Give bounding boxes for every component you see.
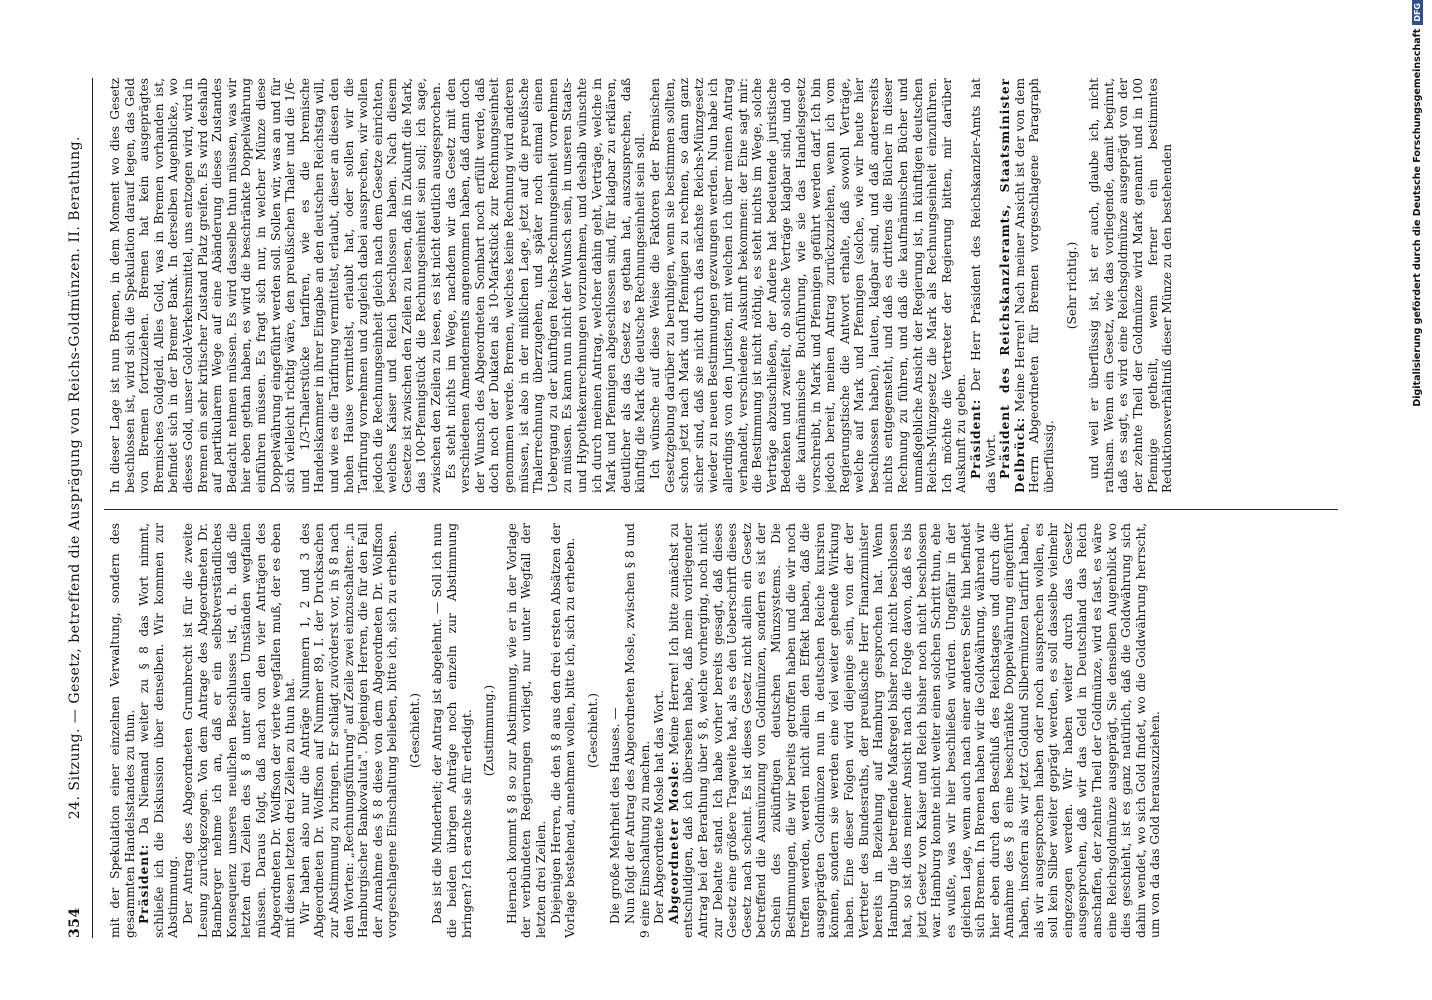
page-header xyxy=(60,78,90,938)
body-paragraph: Es steht nichts im Wege, nachdem wir das Gesetz mit den verschiedenen Amendements angenommen haben, daß dann doch der Wunsch des Abgeordneten Sombart noch erfüllt werde, daß doch noch der Dukaten als 10-Markstück zur Rechnungseinheit genommen werde. Bremen, welches keine Rechnung wird anderen müssen, ist also in der mißlichen Lage, jetzt auf die preußische Thalerrechnung überzugehen, und später noch einmal einen Uebergang zu der künftigen Reichs-Rechnungseinheit vornehmen zu müssen. Es kann nun nicht der Wunsch sein, in unseren Staats- und Hypothekenrechnungen vorzunehmen, und deshalb wünschte ich durch meinen Antrag, welcher dahin geht, Verträge, welche in Mark und Pfennigen abgeschlossen sind, für klagbar zu erklären, deutlicher als das Gesetz es gethan hat, auszusprechen, daß künftig die Mark die deutsche Rechnungseinheit sein soll. xyxy=(443,78,648,493)
speaker-name: Abgeordneter Mosle: xyxy=(666,760,681,924)
right-column xyxy=(108,78,1348,493)
rotated-page-content xyxy=(18,58,1378,958)
speaker-name: Präsident des Reichskanzleramts, Staatsminister Delbrück: xyxy=(998,78,1027,493)
speaker-name: Präsident: xyxy=(969,398,984,479)
speech-paragraph xyxy=(137,523,181,938)
page-number: 354 xyxy=(67,907,83,938)
body-paragraph: und weil er überflüssig ist, ist er auch, glaube ich, nicht rathsam. Wenn ein Gesetz, wie das vorliegende, damit beginnt, daß es sagt, es wird eine Reichsgoldmünze ausgeprägt von der der zehnte Theil der Goldmünze wird Mark genannt und in 100 Pfennige getheilt, wenn ferner ein bestimmtes Reduktionsverhältniß dieser Münze zu den bestehenden xyxy=(1087,78,1175,493)
speech-text: Meine Herren! Nach meiner Ansicht ist der von dem Herrn Abgeordneten für Bremen vorgeschlagene Paragraph überflüssig. xyxy=(1012,78,1056,493)
digitization-sidebar xyxy=(1410,0,1430,1000)
dfg-logo: DFG xyxy=(1412,0,1423,25)
body-paragraph: Ich wünsche auf diese Weise die Faktoren der Bremischen Gesetzgebung darüber zu beruhigen, wenn sie bestimmen sollten, schon jetzt nach Mark und Pfennigen zu rechnen, so dann ganz sicher sind, daß sie nicht durch das nächste Reichs-Münzgesetz wieder zu neuen Bestimmungen gezwungen werden. Nun habe ich allerdings von den Juristen, mit welchen ich über meinen Antrag verhandelt, verschiedene Auskunft bekommen: der Eine sagt mir: die Bestimmung ist nicht nöthig, es steht nichts im Wege, solche Verträge abzuschließen, der Andere hat bedeutende juristische Bedenken und zweifelt, ob solche Verträge klagbar sind, und ob die kaufmännische Buchführung, wie sie das Handelsgesetz vorschreibt, in Mark und Pfennigen geführt werden darf. Ich bin jedoch bereit, meinen Antrag zurückzuziehen, wenn ich vom Regierungstische die Antwort erhalte, daß sowohl Verträge, welche auf Mark und Pfennigen (solche, wie wir heute hier beschlossen haben), lauten, klagbar sind, und daß andererseits nichts entgegensteht, und daß es drittens die Bücher in dieser Rechnung zu führen, und daß die kaufmännischen Bücher und unmaßgebliche Ansicht der Regierung ist, in künftigen deutschen Reichs-Münzgesetz die Mark als Rechnungseinheit einzuführen. Ich möchte die Vertreter der Regierung bitten, mir darüber Auskunft zu geben. xyxy=(647,78,969,493)
speech-text: Da Niemand weiter zu § 8 das Wort nimmt, schließe ich die Diskussion über denselben. Wir kommen zur Abstimmung. xyxy=(137,523,181,938)
body-paragraph: Hiernach kommt § 8 so zur Abstimmung, wie er in der Vorlage der verbündeten Regierungen vorliegt, nur unter Wegfall der letzten drei Zeilen. xyxy=(504,523,549,938)
body-paragraph: Der Abgeordnete Mosle hat das Wort. xyxy=(652,689,667,924)
credit-text: Digitalisierung gefördert durch die Deutsche Forschungsgemeinschaft xyxy=(1412,28,1423,407)
body-paragraph: In dieser Lage ist nun Bremen, in dem Moment wo dies Gesetz beschlossen ist, wird sich die Spekulation darauf legen, das Geld von Bremen fortzuziehen. Bremen hat kein ausgeprägtes Bremisches Goldgeld. Alles Gold, was in Bremen vorhanden ist, befindet sich in der Bremer Bank. In derselben Augenblicke, wo dieses Gold, unser Gold-Verkehrsmittel, uns entzogen wird, wird in Bremen ein sehr kritischer Zustand Platz greifen. Es wird deshalb auf partikularem Wege auf eine Abänderung dieses Zustandes Bedacht nehmen müssen. Es wird dasselbe thun müssen, was wir hier eben gethan haben, es wird die beschränkte Doppelwährung einführen müssen. Es fragt sich nur, in welcher Münze diese Doppelwährung eingeführt werden soll. Sollen wir, was an und für sich vielleicht richtig wäre, den preußischen Thaler und die 1/6- und 1/3-Thalerstücke tarifiren, wie es die bremische Handelskammer in ihrer Eingabe an den deutschen Reichstag will, und wie es die Tarifirung vermittelst, erlaubt, dieser an diesen den hohen Hause vermittelst, erlaubt hat, oder sollen wir die Tarifirung vornehmen und zugleich dabei aussprechen, wir wollen jedoch die Rechnungseinheit gleich nach dem Gesetze einrichten, welches Kaiser und Reich beschlossen haben. Nach diesem Gesetze ist zwischen den Zeilen zu lesen, daß in Zukunft die Mark, das 100-Pfennigstück die Rechnungseinheit sein soll; ich sage, zwischen den Zeilen zu lesen, es ist nicht deutlich ausgesprochen. xyxy=(108,78,444,493)
speech-paragraph xyxy=(998,78,1056,493)
body-paragraph: Nun folgt der Antrag des Abgeordneten Mosle, zwischen § 8 und 9 eine Einschaltung zu machen. xyxy=(623,523,652,938)
stage-direction: (Sehr richtig.) xyxy=(1064,241,1079,330)
speech-text: Meine Herren! Ich bitte zunächst zu entschuldigen, daß ich übersehen habe, daß mein vorliegender Antrag bei der Berathung über § 8, welche vorherging, noch nicht zur Debatte stand. Ich habe vorher bereits gesagt, daß dieses Gesetz eine größere Tragweite hat, als es den Ueberschrift dieses Gesetz nach scheint. Es ist dieses Gesetz nicht allein ein Gesetz betreffend die Ausmünzung von Goldmünzen, sondern es ist der Schein des zukünftigen deutschen Münzsystems. Die Bestimmungen, die wir bereits getroffen haben und die wir noch treffen werden, werden nicht allein den Effekt haben, daß die ausgeprägten Goldmünzen nun in deutschen Reiche kursiren können, sondern sie werden eine viel weiter gehende Wirkung haben. Eine dieser Folgen wird diejenige sein, von der der Vertreter des Bundesraths, der preußische Herr Finanzminister bereits in Beziehung auf Hamburg gesprochen hat. Wenn Hamburg die betreffende Maßregel bisher noch nicht beschlossen hat, so ist dies meiner Ansicht nach die Folge davon, daß es bis jetzt Gesetz von Kaiser und Reich bisher noch nicht beschlossen war. Hamburg konnte nicht weiter einen solchen Schritt thun, ehe es wußte, was wir hier beschließen würden. Ungefähr in der gleichen Lage, wenn auch nach einer anderen Seite hin befindet sich Bremen. In Bremen haben wir die Goldwährung, während wir hier eben durch den Beschluß des Reichstages und durch die Annahme des § 8 eine beschränkte Doppelwährung eingeführt haben, insofern als wir jetzt Goldund Silbermünzen tarifirt haben, als wir ausgesprochen haben oder noch aussprechen wollen, es soll kein Silber weiter geprägt werden, es soll dasselbe vielmehr eingezogen werden. Wir haben weiter durch das Gesetz ausgesprochen, daß wir das Geld in Deutschland das Reich anschaffen, der zehnte Theil der Goldmünze, wird es fast, es wäre eine Reichsgoldmünze ausgeprägt, Sie denselben Augenblick wo dies geschieht, ist es ganz natürlich, daß die Goldwährung sich dahin wendet, wo sich Gold findet, wo die Goldwährung herrscht, um von da das Gold herauszuziehen. xyxy=(666,523,1163,938)
speech-text: Der Herr Präsident des Reichskanzler-Amts hat das Wort. xyxy=(969,78,998,493)
body-paragraph: Die große Mehrheit des Hauses. — xyxy=(608,707,623,924)
digitization-credit xyxy=(1412,0,1423,980)
body-paragraph: mit der Spekulation einer einzelnen Verwaltung, sondern des gesammten Handelsstandes zu thun. xyxy=(108,523,137,938)
speech-paragraph xyxy=(969,78,998,493)
body-paragraph: Diejenigen Herren, die den § 8 aus den drei ersten Absätzen der Vorlage bestehend, annehmen wollen, bitte ich, sich zu erheben. xyxy=(548,523,578,938)
stage-direction: (Zustimmung.) xyxy=(482,684,497,777)
body-paragraph: Das ist die Minderheit; der Antrag ist abgelehnt. — Soll ich nun die beiden übrigen Anträge noch einzeln zur Abstimmung bringen? Ich erachte sie für erledigt. xyxy=(430,523,474,938)
speech-paragraph xyxy=(667,523,1163,938)
running-header: 24. Sitzung. — Gesetz, betreffend die Ausprägung von Reichs-Goldmünzen. II. Berathung. xyxy=(67,136,83,820)
body-paragraph: Wir haben also nur die Anträge Nummern 1, 2 und 3 des Abgeordneten Dr. Wolffson auf Nummer 89, I. der Drucksachen zur Abstimmung zu bringen. Er schlägt zuvörderst vor, in § 8 nach den Worten: „Rechnungsführung" auf Zeile zwei einzuschalten: „in Hamburgischer Bankovaluta". Diejenigen Herren, die für den Fall der Annahme des § 8 diese von dem Abgeordneten Dr. Wolffson vorgeschlagene Einschaltung belieben, bitte ich, sich zu erheben. xyxy=(297,523,400,938)
column-divider xyxy=(104,509,1338,510)
body-paragraph: Der Antrag des Abgeordneten Grumbrecht ist für die zweite Lesung zurückgezogen. Von dem Antrage des Abgeordneten Dr. Bamberger nehme ich an, daß er ein selbstverständliches Konsequenz unseres neulichen Beschlusses ist, d. h. daß die letzten drei Zeilen des § 8 unter allen Umständen wegfallen müssen. Daraus folgt, daß nach von den vier Anträgen des Abgeordneten Dr. Wolffson der vierte wegfallen muß, der es eben mit diesen letzten drei Zeilen zu thun hat. xyxy=(180,523,298,938)
header-rule xyxy=(92,78,93,938)
left-column xyxy=(108,523,1348,938)
stage-direction: (Geschieht.) xyxy=(407,692,422,769)
stage-direction: (Geschieht.) xyxy=(585,692,600,769)
speaker-name: Präsident: xyxy=(137,843,152,924)
